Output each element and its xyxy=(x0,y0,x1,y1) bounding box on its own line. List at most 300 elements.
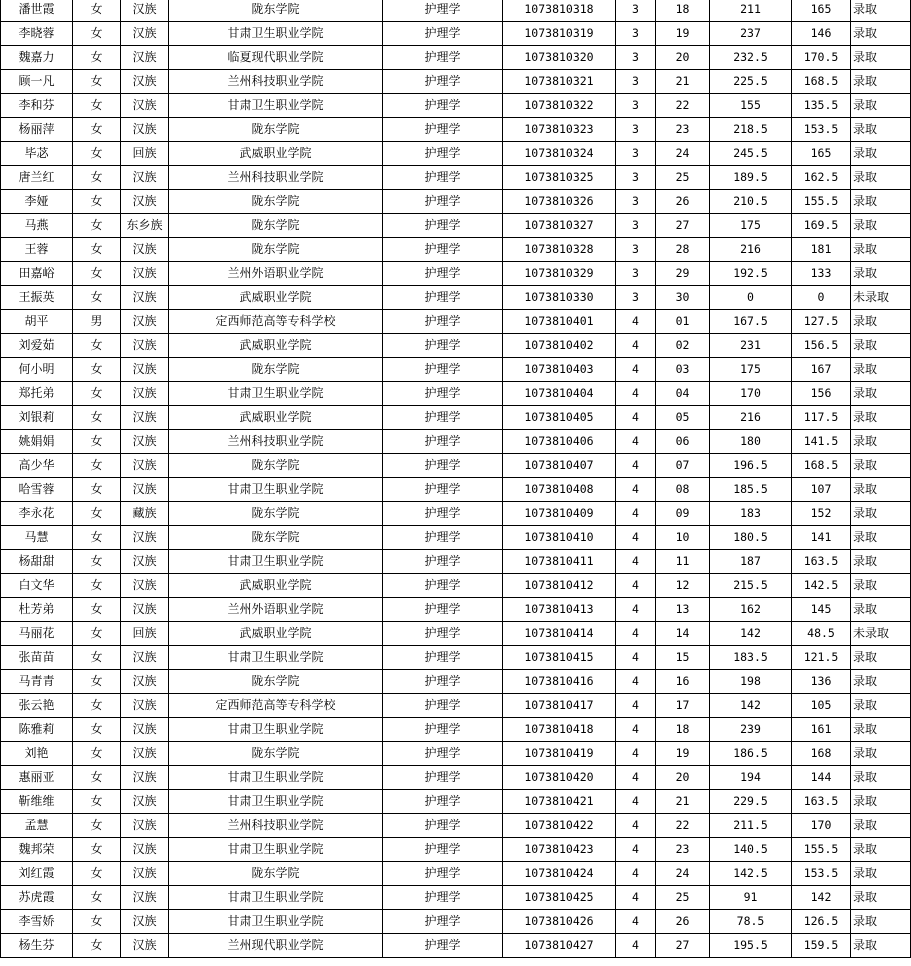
seat-cell: 29 xyxy=(656,262,710,286)
ethnicity-cell: 回族 xyxy=(121,142,169,166)
exam-number-cell: 1073810427 xyxy=(503,934,616,958)
score-1-cell: 142 xyxy=(710,694,792,718)
ethnicity-cell: 汉族 xyxy=(121,598,169,622)
seat-cell: 24 xyxy=(656,862,710,886)
result-cell: 录取 xyxy=(851,22,911,46)
result-cell: 录取 xyxy=(851,166,911,190)
table-row xyxy=(1,142,911,166)
name-cell: 陈雅莉 xyxy=(1,718,73,742)
room-cell: 4 xyxy=(616,382,656,406)
major-cell: 护理学 xyxy=(383,862,503,886)
table-row xyxy=(1,622,911,646)
score-2-cell: 126.5 xyxy=(792,910,851,934)
name-cell: 潘世霞 xyxy=(1,0,73,22)
exam-number-cell: 1073810403 xyxy=(503,358,616,382)
name-cell: 马燕 xyxy=(1,214,73,238)
school-cell: 甘肃卫生职业学院 xyxy=(169,382,383,406)
score-1-cell: 210.5 xyxy=(710,190,792,214)
result-cell: 录取 xyxy=(851,46,911,70)
room-cell: 3 xyxy=(616,94,656,118)
gender-cell: 女 xyxy=(73,22,121,46)
ethnicity-cell: 汉族 xyxy=(121,838,169,862)
score-2-cell: 163.5 xyxy=(792,550,851,574)
major-cell: 护理学 xyxy=(383,46,503,70)
room-cell: 4 xyxy=(616,790,656,814)
room-cell: 4 xyxy=(616,742,656,766)
result-cell: 录取 xyxy=(851,430,911,454)
ethnicity-cell: 汉族 xyxy=(121,118,169,142)
table-row xyxy=(1,118,911,142)
score-2-cell: 170.5 xyxy=(792,46,851,70)
gender-cell: 女 xyxy=(73,910,121,934)
score-1-cell: 78.5 xyxy=(710,910,792,934)
result-cell: 录取 xyxy=(851,574,911,598)
major-cell: 护理学 xyxy=(383,406,503,430)
result-cell: 未录取 xyxy=(851,622,911,646)
major-cell: 护理学 xyxy=(383,766,503,790)
seat-cell: 22 xyxy=(656,94,710,118)
exam-number-cell: 1073810415 xyxy=(503,646,616,670)
major-cell: 护理学 xyxy=(383,526,503,550)
score-2-cell: 169.5 xyxy=(792,214,851,238)
school-cell: 兰州科技职业学院 xyxy=(169,166,383,190)
gender-cell: 女 xyxy=(73,670,121,694)
result-cell: 录取 xyxy=(851,70,911,94)
score-2-cell: 165 xyxy=(792,142,851,166)
ethnicity-cell: 汉族 xyxy=(121,526,169,550)
name-cell: 李雪娇 xyxy=(1,910,73,934)
name-cell: 王蓉 xyxy=(1,238,73,262)
score-2-cell: 107 xyxy=(792,478,851,502)
seat-cell: 27 xyxy=(656,934,710,958)
name-cell: 高少华 xyxy=(1,454,73,478)
score-1-cell: 183 xyxy=(710,502,792,526)
seat-cell: 25 xyxy=(656,166,710,190)
gender-cell: 女 xyxy=(73,0,121,22)
school-cell: 陇东学院 xyxy=(169,190,383,214)
seat-cell: 27 xyxy=(656,214,710,238)
exam-number-cell: 1073810401 xyxy=(503,310,616,334)
name-cell: 王振英 xyxy=(1,286,73,310)
major-cell: 护理学 xyxy=(383,670,503,694)
score-1-cell: 142.5 xyxy=(710,862,792,886)
ethnicity-cell: 汉族 xyxy=(121,910,169,934)
room-cell: 4 xyxy=(616,766,656,790)
school-cell: 甘肃卫生职业学院 xyxy=(169,838,383,862)
major-cell: 护理学 xyxy=(383,574,503,598)
school-cell: 陇东学院 xyxy=(169,454,383,478)
gender-cell: 女 xyxy=(73,238,121,262)
score-1-cell: 175 xyxy=(710,214,792,238)
exam-number-cell: 1073810411 xyxy=(503,550,616,574)
ethnicity-cell: 汉族 xyxy=(121,430,169,454)
room-cell: 4 xyxy=(616,526,656,550)
score-2-cell: 127.5 xyxy=(792,310,851,334)
result-cell: 录取 xyxy=(851,694,911,718)
result-cell: 录取 xyxy=(851,934,911,958)
major-cell: 护理学 xyxy=(383,934,503,958)
result-cell: 录取 xyxy=(851,502,911,526)
exam-number-cell: 1073810318 xyxy=(503,0,616,22)
score-1-cell: 0 xyxy=(710,286,792,310)
seat-cell: 30 xyxy=(656,286,710,310)
seat-cell: 10 xyxy=(656,526,710,550)
score-1-cell: 198 xyxy=(710,670,792,694)
major-cell: 护理学 xyxy=(383,694,503,718)
ethnicity-cell: 汉族 xyxy=(121,886,169,910)
room-cell: 4 xyxy=(616,718,656,742)
gender-cell: 女 xyxy=(73,190,121,214)
exam-number-cell: 1073810325 xyxy=(503,166,616,190)
ethnicity-cell: 汉族 xyxy=(121,574,169,598)
result-cell: 录取 xyxy=(851,862,911,886)
gender-cell: 女 xyxy=(73,814,121,838)
room-cell: 4 xyxy=(616,406,656,430)
gender-cell: 女 xyxy=(73,262,121,286)
score-1-cell: 91 xyxy=(710,886,792,910)
score-2-cell: 159.5 xyxy=(792,934,851,958)
room-cell: 4 xyxy=(616,694,656,718)
score-2-cell: 170 xyxy=(792,814,851,838)
score-2-cell: 145 xyxy=(792,598,851,622)
score-1-cell: 162 xyxy=(710,598,792,622)
gender-cell: 女 xyxy=(73,70,121,94)
ethnicity-cell: 汉族 xyxy=(121,262,169,286)
name-cell: 杨甜甜 xyxy=(1,550,73,574)
table-row xyxy=(1,694,911,718)
school-cell: 陇东学院 xyxy=(169,238,383,262)
ethnicity-cell: 汉族 xyxy=(121,550,169,574)
score-1-cell: 195.5 xyxy=(710,934,792,958)
name-cell: 刘银莉 xyxy=(1,406,73,430)
school-cell: 兰州科技职业学院 xyxy=(169,430,383,454)
school-cell: 甘肃卫生职业学院 xyxy=(169,766,383,790)
table-row xyxy=(1,790,911,814)
school-cell: 陇东学院 xyxy=(169,862,383,886)
room-cell: 3 xyxy=(616,238,656,262)
exam-number-cell: 1073810416 xyxy=(503,670,616,694)
exam-number-cell: 1073810408 xyxy=(503,478,616,502)
major-cell: 护理学 xyxy=(383,430,503,454)
score-2-cell: 156 xyxy=(792,382,851,406)
room-cell: 3 xyxy=(616,166,656,190)
major-cell: 护理学 xyxy=(383,454,503,478)
name-cell: 毕苾 xyxy=(1,142,73,166)
seat-cell: 03 xyxy=(656,358,710,382)
room-cell: 3 xyxy=(616,22,656,46)
table-row xyxy=(1,742,911,766)
ethnicity-cell: 汉族 xyxy=(121,694,169,718)
major-cell: 护理学 xyxy=(383,0,503,22)
seat-cell: 13 xyxy=(656,598,710,622)
gender-cell: 女 xyxy=(73,118,121,142)
major-cell: 护理学 xyxy=(383,478,503,502)
ethnicity-cell: 汉族 xyxy=(121,766,169,790)
exam-number-cell: 1073810330 xyxy=(503,286,616,310)
result-cell: 录取 xyxy=(851,550,911,574)
name-cell: 张云艳 xyxy=(1,694,73,718)
score-1-cell: 167.5 xyxy=(710,310,792,334)
ethnicity-cell: 汉族 xyxy=(121,310,169,334)
exam-number-cell: 1073810406 xyxy=(503,430,616,454)
major-cell: 护理学 xyxy=(383,70,503,94)
result-cell: 录取 xyxy=(851,262,911,286)
table-row xyxy=(1,670,911,694)
ethnicity-cell: 汉族 xyxy=(121,238,169,262)
major-cell: 护理学 xyxy=(383,646,503,670)
room-cell: 4 xyxy=(616,814,656,838)
score-1-cell: 232.5 xyxy=(710,46,792,70)
table-row xyxy=(1,502,911,526)
room-cell: 4 xyxy=(616,430,656,454)
school-cell: 甘肃卫生职业学院 xyxy=(169,790,383,814)
table-row xyxy=(1,46,911,70)
score-1-cell: 183.5 xyxy=(710,646,792,670)
seat-cell: 20 xyxy=(656,46,710,70)
result-cell: 录取 xyxy=(851,310,911,334)
score-1-cell: 140.5 xyxy=(710,838,792,862)
score-2-cell: 153.5 xyxy=(792,862,851,886)
result-cell: 录取 xyxy=(851,334,911,358)
seat-cell: 21 xyxy=(656,790,710,814)
score-1-cell: 186.5 xyxy=(710,742,792,766)
score-1-cell: 196.5 xyxy=(710,454,792,478)
gender-cell: 女 xyxy=(73,742,121,766)
exam-number-cell: 1073810417 xyxy=(503,694,616,718)
name-cell: 刘红霞 xyxy=(1,862,73,886)
gender-cell: 女 xyxy=(73,646,121,670)
score-2-cell: 161 xyxy=(792,718,851,742)
gender-cell: 女 xyxy=(73,334,121,358)
major-cell: 护理学 xyxy=(383,238,503,262)
result-cell: 录取 xyxy=(851,118,911,142)
result-cell: 录取 xyxy=(851,358,911,382)
ethnicity-cell: 汉族 xyxy=(121,742,169,766)
name-cell: 魏邦荣 xyxy=(1,838,73,862)
score-2-cell: 155.5 xyxy=(792,838,851,862)
school-cell: 甘肃卫生职业学院 xyxy=(169,646,383,670)
gender-cell: 男 xyxy=(73,310,121,334)
school-cell: 武威职业学院 xyxy=(169,334,383,358)
seat-cell: 18 xyxy=(656,718,710,742)
name-cell: 马慧 xyxy=(1,526,73,550)
score-1-cell: 180.5 xyxy=(710,526,792,550)
exam-number-cell: 1073810402 xyxy=(503,334,616,358)
room-cell: 3 xyxy=(616,70,656,94)
major-cell: 护理学 xyxy=(383,214,503,238)
result-cell: 录取 xyxy=(851,478,911,502)
room-cell: 4 xyxy=(616,310,656,334)
seat-cell: 22 xyxy=(656,814,710,838)
score-2-cell: 0 xyxy=(792,286,851,310)
name-cell: 哈雪蓉 xyxy=(1,478,73,502)
result-cell: 录取 xyxy=(851,646,911,670)
score-2-cell: 142.5 xyxy=(792,574,851,598)
score-1-cell: 216 xyxy=(710,406,792,430)
school-cell: 甘肃卫生职业学院 xyxy=(169,94,383,118)
exam-number-cell: 1073810419 xyxy=(503,742,616,766)
school-cell: 临夏现代职业学院 xyxy=(169,46,383,70)
score-2-cell: 146 xyxy=(792,22,851,46)
score-2-cell: 144 xyxy=(792,766,851,790)
score-2-cell: 48.5 xyxy=(792,622,851,646)
ethnicity-cell: 汉族 xyxy=(121,478,169,502)
room-cell: 4 xyxy=(616,574,656,598)
name-cell: 白文华 xyxy=(1,574,73,598)
name-cell: 李娅 xyxy=(1,190,73,214)
school-cell: 陇东学院 xyxy=(169,670,383,694)
seat-cell: 07 xyxy=(656,454,710,478)
name-cell: 马青青 xyxy=(1,670,73,694)
exam-number-cell: 1073810329 xyxy=(503,262,616,286)
ethnicity-cell: 汉族 xyxy=(121,0,169,22)
score-1-cell: 180 xyxy=(710,430,792,454)
score-2-cell: 141.5 xyxy=(792,430,851,454)
exam-number-cell: 1073810426 xyxy=(503,910,616,934)
major-cell: 护理学 xyxy=(383,502,503,526)
school-cell: 陇东学院 xyxy=(169,0,383,22)
gender-cell: 女 xyxy=(73,358,121,382)
table-row xyxy=(1,406,911,430)
score-1-cell: 239 xyxy=(710,718,792,742)
exam-number-cell: 1073810413 xyxy=(503,598,616,622)
score-2-cell: 181 xyxy=(792,238,851,262)
ethnicity-cell: 汉族 xyxy=(121,382,169,406)
score-2-cell: 135.5 xyxy=(792,94,851,118)
table-row xyxy=(1,358,911,382)
ethnicity-cell: 汉族 xyxy=(121,334,169,358)
table-body xyxy=(1,0,911,958)
seat-cell: 21 xyxy=(656,70,710,94)
ethnicity-cell: 汉族 xyxy=(121,286,169,310)
gender-cell: 女 xyxy=(73,94,121,118)
score-1-cell: 187 xyxy=(710,550,792,574)
table-row xyxy=(1,718,911,742)
major-cell: 护理学 xyxy=(383,286,503,310)
school-cell: 武威职业学院 xyxy=(169,142,383,166)
score-2-cell: 162.5 xyxy=(792,166,851,190)
seat-cell: 23 xyxy=(656,838,710,862)
table-row xyxy=(1,94,911,118)
score-2-cell: 167 xyxy=(792,358,851,382)
school-cell: 兰州外语职业学院 xyxy=(169,598,383,622)
major-cell: 护理学 xyxy=(383,118,503,142)
score-2-cell: 168.5 xyxy=(792,70,851,94)
exam-number-cell: 1073810320 xyxy=(503,46,616,70)
result-cell: 录取 xyxy=(851,214,911,238)
score-2-cell: 136 xyxy=(792,670,851,694)
room-cell: 4 xyxy=(616,358,656,382)
major-cell: 护理学 xyxy=(383,262,503,286)
gender-cell: 女 xyxy=(73,790,121,814)
score-2-cell: 163.5 xyxy=(792,790,851,814)
score-2-cell: 168.5 xyxy=(792,454,851,478)
table-row xyxy=(1,814,911,838)
seat-cell: 26 xyxy=(656,910,710,934)
table-row xyxy=(1,334,911,358)
room-cell: 3 xyxy=(616,286,656,310)
ethnicity-cell: 东乡族 xyxy=(121,214,169,238)
school-cell: 陇东学院 xyxy=(169,742,383,766)
name-cell: 苏虎霞 xyxy=(1,886,73,910)
room-cell: 3 xyxy=(616,46,656,70)
ethnicity-cell: 汉族 xyxy=(121,646,169,670)
table-row xyxy=(1,166,911,190)
seat-cell: 04 xyxy=(656,382,710,406)
room-cell: 4 xyxy=(616,454,656,478)
name-cell: 惠丽亚 xyxy=(1,766,73,790)
room-cell: 4 xyxy=(616,910,656,934)
gender-cell: 女 xyxy=(73,46,121,70)
table-row xyxy=(1,0,911,22)
name-cell: 田嘉峪 xyxy=(1,262,73,286)
gender-cell: 女 xyxy=(73,478,121,502)
name-cell: 马丽花 xyxy=(1,622,73,646)
result-cell: 录取 xyxy=(851,598,911,622)
gender-cell: 女 xyxy=(73,550,121,574)
gender-cell: 女 xyxy=(73,286,121,310)
score-1-cell: 215.5 xyxy=(710,574,792,598)
room-cell: 3 xyxy=(616,190,656,214)
major-cell: 护理学 xyxy=(383,94,503,118)
exam-number-cell: 1073810327 xyxy=(503,214,616,238)
result-cell: 录取 xyxy=(851,238,911,262)
score-2-cell: 133 xyxy=(792,262,851,286)
result-cell: 录取 xyxy=(851,0,911,22)
gender-cell: 女 xyxy=(73,598,121,622)
gender-cell: 女 xyxy=(73,766,121,790)
exam-number-cell: 1073810405 xyxy=(503,406,616,430)
table-row xyxy=(1,526,911,550)
ethnicity-cell: 回族 xyxy=(121,622,169,646)
name-cell: 李永花 xyxy=(1,502,73,526)
room-cell: 4 xyxy=(616,550,656,574)
score-2-cell: 155.5 xyxy=(792,190,851,214)
result-cell: 录取 xyxy=(851,454,911,478)
seat-cell: 20 xyxy=(656,766,710,790)
major-cell: 护理学 xyxy=(383,22,503,46)
seat-cell: 24 xyxy=(656,142,710,166)
exam-number-cell: 1073810326 xyxy=(503,190,616,214)
gender-cell: 女 xyxy=(73,934,121,958)
exam-number-cell: 1073810321 xyxy=(503,70,616,94)
major-cell: 护理学 xyxy=(383,790,503,814)
result-cell: 录取 xyxy=(851,814,911,838)
table-row xyxy=(1,454,911,478)
table-row xyxy=(1,190,911,214)
name-cell: 李和芬 xyxy=(1,94,73,118)
name-cell: 姚娟娟 xyxy=(1,430,73,454)
score-1-cell: 237 xyxy=(710,22,792,46)
major-cell: 护理学 xyxy=(383,358,503,382)
school-cell: 甘肃卫生职业学院 xyxy=(169,910,383,934)
ethnicity-cell: 汉族 xyxy=(121,814,169,838)
school-cell: 兰州科技职业学院 xyxy=(169,814,383,838)
room-cell: 3 xyxy=(616,142,656,166)
table-row xyxy=(1,574,911,598)
result-cell: 录取 xyxy=(851,886,911,910)
table-row xyxy=(1,478,911,502)
ethnicity-cell: 汉族 xyxy=(121,358,169,382)
major-cell: 护理学 xyxy=(383,622,503,646)
score-2-cell: 142 xyxy=(792,886,851,910)
seat-cell: 15 xyxy=(656,646,710,670)
name-cell: 唐兰红 xyxy=(1,166,73,190)
exam-number-cell: 1073810421 xyxy=(503,790,616,814)
exam-number-cell: 1073810418 xyxy=(503,718,616,742)
score-1-cell: 194 xyxy=(710,766,792,790)
score-1-cell: 189.5 xyxy=(710,166,792,190)
